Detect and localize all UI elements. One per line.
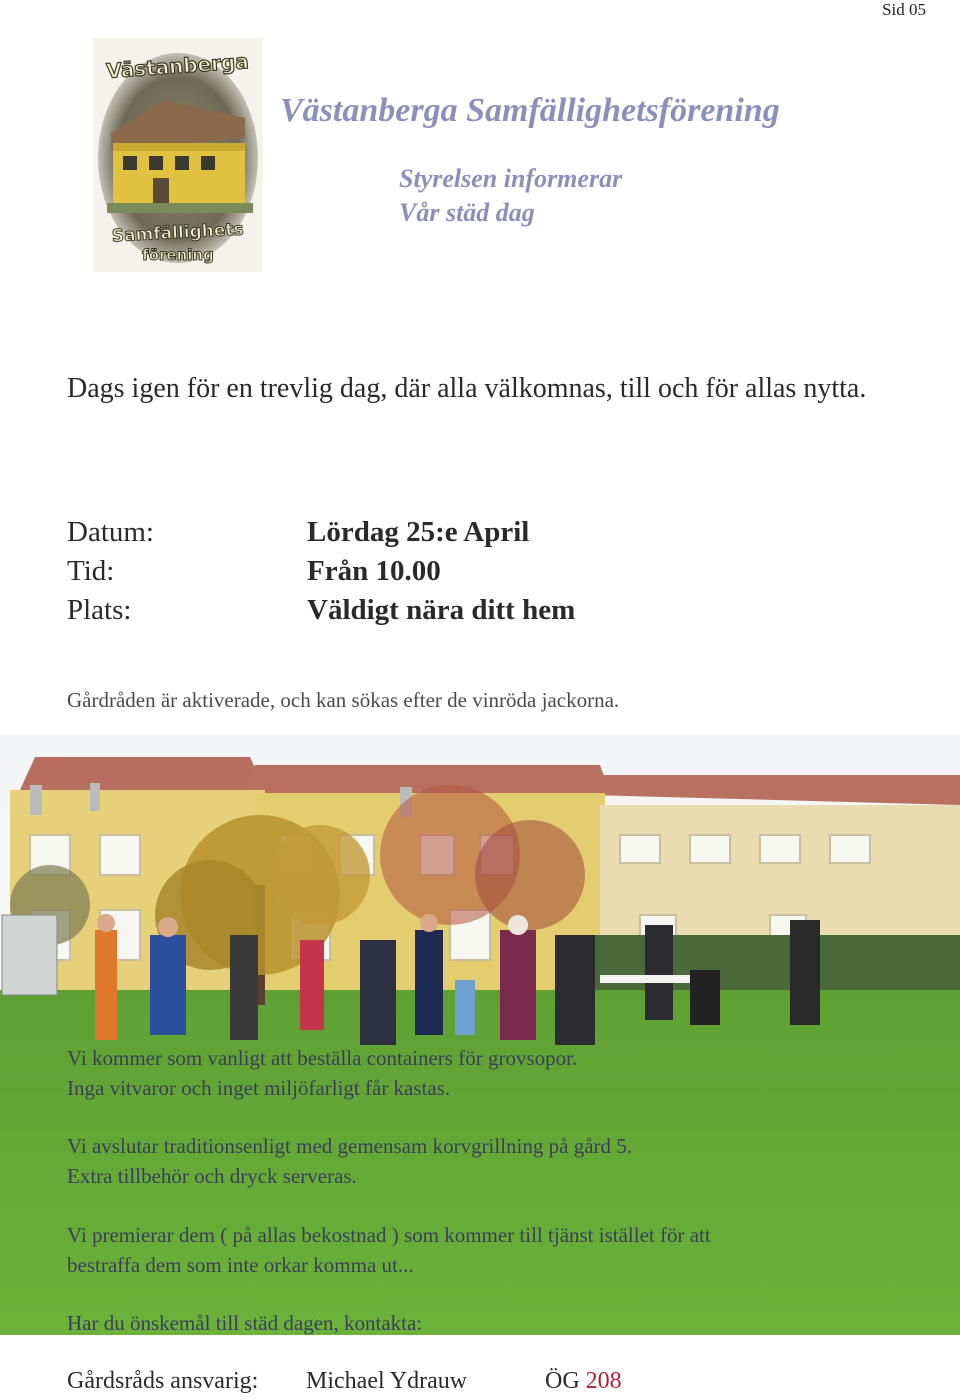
logo-top-text: Västanberga (105, 49, 250, 83)
subtitle-board-informs: Styrelsen informerar (399, 164, 623, 193)
detail-label: Plats: (67, 594, 132, 626)
contact-unit (545, 1368, 622, 1395)
detail-value: Lördag 25:e April (307, 516, 530, 548)
association-logo (93, 38, 263, 272)
paragraph-barbecue (67, 1131, 632, 1191)
notice-text: Gårdråden är aktiverade, och kan sökas efter de vinröda jackorna. (67, 688, 620, 712)
detail-value: Från 10.00 (307, 555, 441, 587)
contact-name: Michael Ydrauw (306, 1368, 468, 1394)
paragraph-line: Vi kommer som vanligt att beställa containers för grovsopor. (67, 1046, 578, 1070)
unit-number: 208 (585, 1368, 622, 1394)
page-number: Sid 05 (882, 0, 926, 19)
detail-label: Datum: (67, 516, 154, 548)
paragraph-line: Vi premierar dem ( på allas bekostnad ) som kommer till tjänst istället för att (67, 1223, 711, 1247)
paragraph-line: Extra tillbehör och dryck serveras. (67, 1164, 357, 1188)
organization-title: Västanberga Samfällighetsförening (280, 92, 780, 129)
paragraph-rewards (67, 1220, 711, 1280)
paragraph-contact-request (67, 1308, 422, 1338)
unit-prefix: ÖG (545, 1368, 580, 1394)
contact-label: Gårdsråds ansvarig: (67, 1368, 259, 1394)
paragraph-line: Har du önskemål till städ dagen, kontakta: (67, 1311, 423, 1335)
intro-paragraph: Dags igen för en trevlig dag, där alla välkomnas, till och för allas nytta. (67, 373, 867, 404)
paragraph-line: bestraffa dem som inte orkar komma ut... (67, 1253, 414, 1277)
subtitle-cleaning-day: Vår städ dag (399, 198, 535, 227)
logo-bottom-text-2: förening (142, 246, 214, 264)
detail-value: Väldigt nära ditt hem (307, 594, 576, 626)
logo-bottom-text-1: Samfällighets (111, 219, 245, 247)
paragraph-line: Vi avslutar traditionsenligt med gemensam korvgrillning på gård 5. (67, 1134, 633, 1158)
paragraph-line: Inga vitvaror och inget miljöfarligt får kastas. (67, 1076, 451, 1100)
paragraph-containers (67, 1043, 577, 1103)
detail-label: Tid: (67, 555, 115, 587)
